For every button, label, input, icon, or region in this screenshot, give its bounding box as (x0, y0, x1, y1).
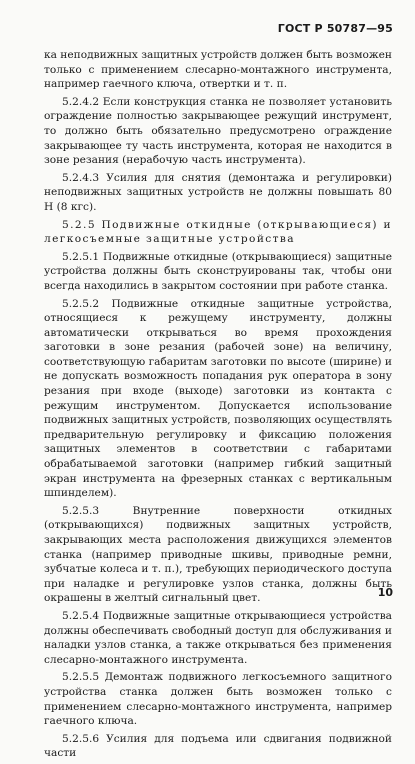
paragraph-5-2-5-2: 5.2.5.2 Подвижные откидные защитные устройства, относящиеся к режущему инструменту, должны автоматически открываться во время прохождения заготовки в зоне резания (рабочей зоне) на величину, соответствующую габаритам заготовки по высоте (ширине) и не допускать возможность попадания рук оператора в зону резания при входе (выходе) заготовки из контакта с режущим инструментом. Допускается использование подвижных защитных устройств, позволяющих осуществлять предварительную регулировку и фиксацию положения защитных элементов в соответствии с габаритами обрабатываемой заготовки (например гибкий защитный экран инструмента на фрезерных станках с вертикальным шпинделем). (44, 297, 392, 500)
paragraph-5-2-5-6: 5.2.5.6 Усилия для подъема или сдвигания подвижной части (44, 732, 392, 760)
paragraph-5-2-4-2: 5.2.4.2 Если конструкция станка не позволяет установить ограждение полностью закрывающее режущий инструмент, то должно быть обязательно предусмотрено ограждение закрывающее ту часть инструмента, которая не находится в зоне резания (нерабочую часть инструмента). (44, 95, 392, 167)
paragraph-5-2-5-4: 5.2.5.4 Подвижные защитные открывающиеся устройства должны обеспечивать свободный доступ для обслуживания и наладки узлов станка, а также открываться без применения слесарно-монтажного инструмента. (44, 609, 392, 666)
paragraph-continuation: ка неподвижных защитных устройств должен быть возможен только с применением слесарно-монтажного инструмента, например гаечного ключа, отвертки и т. п. (44, 49, 392, 91)
section-heading-5-2-5: 5.2.5 Подвижные откидные (открывающиеся) и легкосъемные защитные устройства (44, 218, 392, 246)
paragraph-5-2-5-3: 5.2.5.3 Внутренние поверхности откидных (открывающихся) подвижных защитных устройств, закрывающих места расположения движущихся элементов станка (например приводные шкивы, приводные ремни, зубчатые колеса и т. п.), требующих периодического доступа при наладке и регулировке узлов станка, должны быть окрашены в желтый сигнальный цвет. (44, 504, 392, 605)
paragraph-5-2-5-5: 5.2.5.5 Демонтаж подвижного легкосъемного защитного устройства станка должен быть возможен только с применением слесарно-монтажного инструмента, например гаечного ключа. (44, 671, 392, 728)
paragraph-5-2-4-3: 5.2.4.3 Усилия для снятия (демонтажа и регулировки) неподвижных защитных устройств не должны повышать 80 Н (8 кгс). (44, 171, 392, 213)
page-number: 10 (377, 586, 393, 599)
document-header: ГОСТ Р 50787—95 (277, 22, 393, 35)
document-body (44, 48, 392, 764)
paragraph-5-2-5-1: 5.2.5.1 Подвижные откидные (открывающиеся) защитные устройства должны быть сконструированы так, чтобы они всегда находились в закрытом состоянии при работе станка. (44, 250, 392, 292)
